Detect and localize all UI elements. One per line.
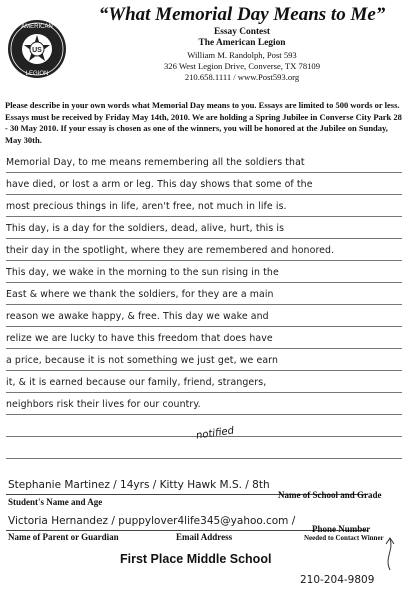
email-label: Email Address	[176, 532, 233, 542]
ruled-line	[6, 348, 402, 349]
phone-number-value: 210-204-9809	[300, 574, 375, 586]
logo-bottom-text: LEGION	[25, 71, 49, 77]
essay-line: This day, is a day for the soldiers, dead, alive, hurt, this is	[6, 223, 285, 234]
post-name: William M. Randolph, Post 593	[187, 50, 297, 60]
award-title: First Place Middle School	[120, 552, 272, 566]
essay-line: most precious things in life, aren't free, not much in life is.	[6, 201, 287, 212]
essay-line: have died, or lost a arm or leg. This day shows that some of the	[6, 179, 313, 190]
parent-name-label: Name of Parent or Guardian	[8, 532, 119, 542]
essay-line: reason we awake happy, & free. This day we wake and	[6, 311, 269, 322]
ruled-line	[6, 392, 402, 393]
essay-line: relize we are lucky to have this freedom that does have	[6, 333, 273, 344]
school-grade-label: Name of School and Grade	[278, 490, 382, 500]
essay-line: it, & it is earned because our family, friend, strangers,	[6, 377, 267, 388]
post-address: 326 West Legion Drive, Converse, TX 78109	[163, 61, 321, 71]
essay-line: their day in the spotlight, where they are remembered and honored.	[6, 245, 335, 256]
ruled-line	[6, 458, 402, 459]
student-info-value: Stephanie Martinez / 14yrs / Kitty Hawk M.S. / 8th	[8, 479, 270, 491]
essay-line: Memorial Day, to me means remembering all the soldiers that	[6, 157, 305, 168]
parent-info-value: Victoria Hernandez / puppylover4life345@yahoo.com /	[8, 515, 296, 527]
ruled-line	[6, 326, 402, 327]
ruled-line	[6, 370, 402, 371]
student-name-label: Student's Name and Age	[8, 497, 103, 507]
essay-line: East & where we thank the soldiers, for they are a main	[6, 289, 274, 300]
ruled-line	[6, 260, 402, 261]
essay-line: a price, because it is not something we just get, we earn	[6, 355, 279, 366]
essay-instructions: Please describe in your own words what Memorial Day means to you. Essays are limited to 500 words or less. Essays must be received by Friday May 14th, 2010. We are holding a Spring Jubilee in Converse City Park 28 - 30 May 2010. If your essay is chosen as one of the winners, you will be honored at the Jubilee on Sunday, May 30th.	[5, 100, 402, 145]
ruled-line	[6, 216, 402, 217]
essay-line: This day, we wake in the morning to the sun rising in the	[6, 267, 279, 278]
page-title: “What Memorial Day Means to Me”	[98, 4, 386, 25]
notified-stamp: notified	[195, 425, 235, 442]
ruled-line	[6, 304, 402, 305]
ruled-line	[6, 238, 402, 239]
ruled-line	[6, 414, 402, 415]
post-contact: 210.658.1111 / www.Post593.org	[184, 72, 300, 82]
ruled-line	[6, 194, 402, 195]
logo-center-text: US	[32, 47, 42, 54]
logo-top-text: AMERICAN	[21, 24, 53, 30]
contest-subtitle: Essay Contest	[214, 27, 270, 37]
ruled-line	[6, 172, 402, 173]
ruled-line	[6, 282, 402, 283]
phone-note-label: Needed to Contact Winner	[304, 534, 384, 542]
american-legion-emblem-icon	[6, 18, 68, 80]
organization-name: The American Legion	[198, 38, 286, 48]
essay-line: neighbors risk their lives for our country.	[6, 399, 201, 410]
arrow-doodle-icon	[380, 536, 400, 572]
phone-number-label: Phone Number	[312, 524, 371, 534]
